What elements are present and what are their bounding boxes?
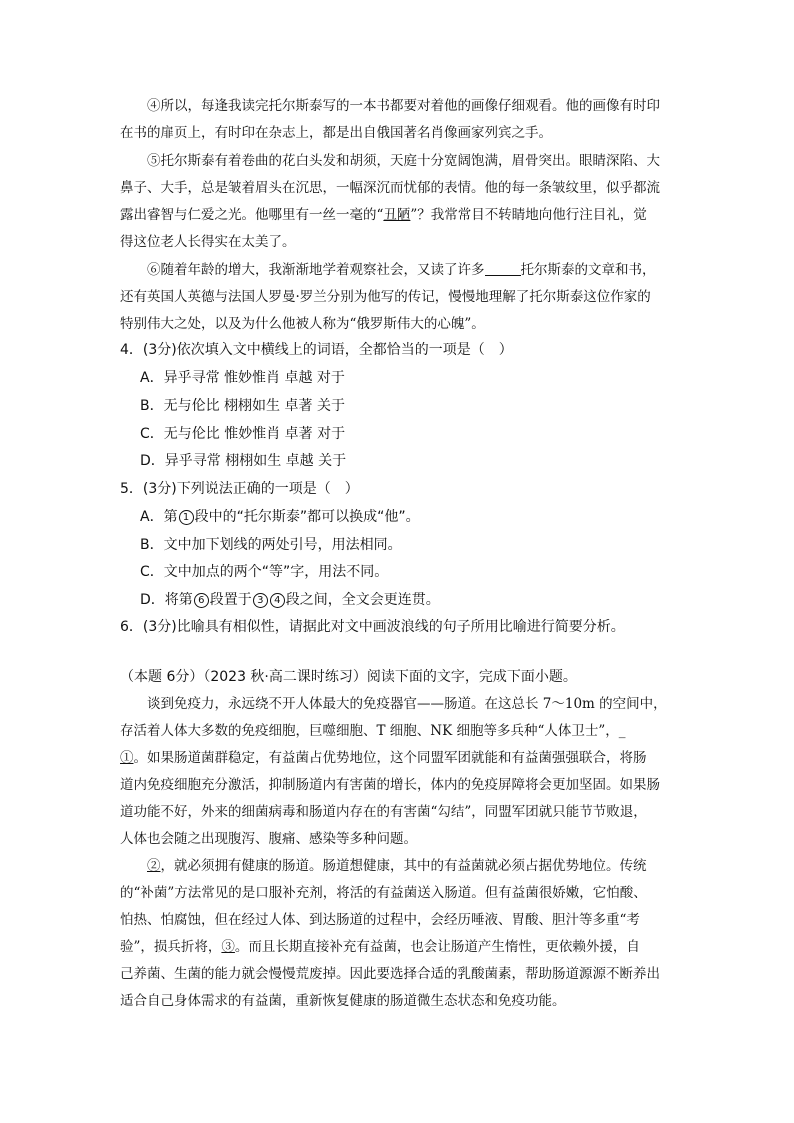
question-4-option-a: A．异乎寻常 惟妙惟肖 卓越 对于	[140, 370, 345, 386]
para5-line: ”？我常常目不转睛地向他行注目礼，觉	[410, 207, 647, 223]
p1-line: 存活着人体大多数的免疫细胞，巨噬细胞、T 细胞、NK 细胞等多兵种“人体卫士”，_	[120, 723, 626, 739]
question-4-option-b: B．无与伦比 栩栩如生 卓著 关于	[140, 398, 345, 414]
para4-line: 在书的扉页上，有时印在杂志上，都是出自俄国著名肖像画家列宾之手。	[120, 125, 552, 141]
para6-line: 特别伟大之处，以及为什么他被人称为“俄罗斯伟大的心魄”。	[120, 316, 485, 332]
circled-number: 3	[253, 593, 268, 608]
underlined-word: 丑陋	[383, 207, 411, 223]
question-5-option-a	[140, 507, 680, 527]
para4-line: ④所以，每逢我读完托尔斯泰写的一本书都要对着他的画像仔细观看。他的画像有时印	[147, 98, 660, 114]
para6-line: 托尔斯泰的文章和书，	[520, 262, 656, 278]
blank-marker: ①	[120, 750, 134, 766]
p2-line: 怕热、怕腐蚀，但在经过人体、到达肠道的过程中，会经历唾液、胃酸、胆汁等多重“考	[120, 912, 640, 928]
blank-marker: ③	[221, 939, 235, 955]
passage-2-paragraph-1	[120, 691, 676, 853]
question-4-stem: 4．(3分)依次填入文中横线上的词语，全都恰当的一项是（ ）	[120, 342, 513, 358]
circled-number: 4	[270, 593, 285, 608]
option-text: 段之间，全文会更连贯。	[285, 592, 440, 608]
blank-marker: ②	[147, 858, 161, 874]
option-text: D．将第	[140, 592, 193, 608]
question-5-option-b: B．文中加下划线的两处引号，用法相同。	[140, 537, 402, 553]
option-text: 段置于	[209, 592, 252, 608]
question-5-option-c: C．文中加点的两个“等”字，用法不同。	[140, 564, 389, 580]
p2-line: ，就必须拥有健康的肠道。肠道想健康，其中的有益菌就必须占据优势地位。传统	[160, 858, 647, 874]
p1-line: 人体也会随之出现腹泻、腹痛、感染等多种问题。	[120, 831, 417, 847]
para6-line: 还有英国人英德与法国人罗曼·罗兰分别为他写的传记，慢慢地理解了托尔斯泰这位作家的	[120, 289, 651, 305]
question-5-option-d	[140, 590, 680, 610]
paragraph-6	[120, 257, 676, 338]
para5-line: 露出睿智与仁爱之光。他哪里有一丝一毫的“	[120, 207, 384, 223]
paragraph-4	[120, 93, 676, 147]
p2-line: 己养菌、生菌的能力就会慢慢荒废掉。因此要选择合适的乳酸菌素，帮助肠道源源不断养出	[120, 966, 660, 982]
p1-line: 谈到免疫力，永远绕不开人体最大的免疫器官——肠道。在这总长 7～10m 的空间中，	[147, 696, 667, 712]
fill-blank	[485, 261, 521, 276]
p2-line: 。而且长期直接补充有益菌，也会让肠道产生惰性，更依赖外援，自	[234, 939, 640, 955]
para5-line: 鼻子、大手，总是皱着眉头在沉思，一幅深沉而忧郁的表情。他的每一条皱纹里，似乎都流	[120, 180, 660, 196]
circled-number: 6	[194, 593, 209, 608]
p1-line: 道功能不好，外来的细菌病毒和肠道内存在的有害菌“勾结”，同盟军团就只能节节败退，	[120, 804, 647, 820]
question-5-stem: 5．(3分)下列说法正确的一项是（ ）	[120, 481, 359, 497]
para6-line: ⑥随着年龄的增大，我渐渐地学着观察社会，又读了许多	[147, 262, 485, 278]
para5-line: ⑤托尔斯泰有着卷曲的花白头发和胡须，天庭十分宽阔饱满，眉骨突出。眼睛深陷、大	[147, 153, 660, 169]
p1-line: 。如果肠道菌群稳定，有益菌占优势地位，这个同盟军团就能和有益菌强强联合，将肠	[133, 750, 647, 766]
p2-line: 的“补菌”方法常见的是口服补充剂，将活的有益菌送入肠道。但有益菌很娇嫩，它怕酸、	[120, 885, 647, 901]
p2-line: 验”，损兵折将，	[120, 939, 222, 955]
p1-line: 道内免疫细胞充分激活，抑制肠道内有害菌的增长，体内的免疫屏障将会更加坚固。如果肠	[120, 777, 660, 793]
p2-line: 适合自己身体需求的有益菌，重新恢复健康的肠道微生态状态和免疫功能。	[120, 993, 566, 1009]
option-text: A．第	[140, 509, 178, 525]
passage-2-source: （本题 6分）（2023 秋·高二课时练习）阅读下面的文字，完成下面小题。	[120, 669, 577, 685]
para5-line: 得这位老人长得实在太美了。	[120, 234, 296, 250]
question-6-stem: 6．(3分)比喻具有相似性，请据此对文中画波浪线的句子所用比喻进行简要分析。	[120, 619, 625, 635]
passage-2-paragraph-2	[120, 853, 676, 1015]
option-text: 段中的“托尔斯泰”都可以换成“他”。	[194, 509, 420, 525]
question-4-option-c: C．无与伦比 惟妙惟肖 卓著 对于	[140, 426, 346, 442]
circled-number: 1	[179, 510, 194, 525]
question-4-option-d: D．异乎寻常 栩栩如生 卓越 关于	[140, 453, 347, 469]
paragraph-5	[120, 148, 676, 256]
